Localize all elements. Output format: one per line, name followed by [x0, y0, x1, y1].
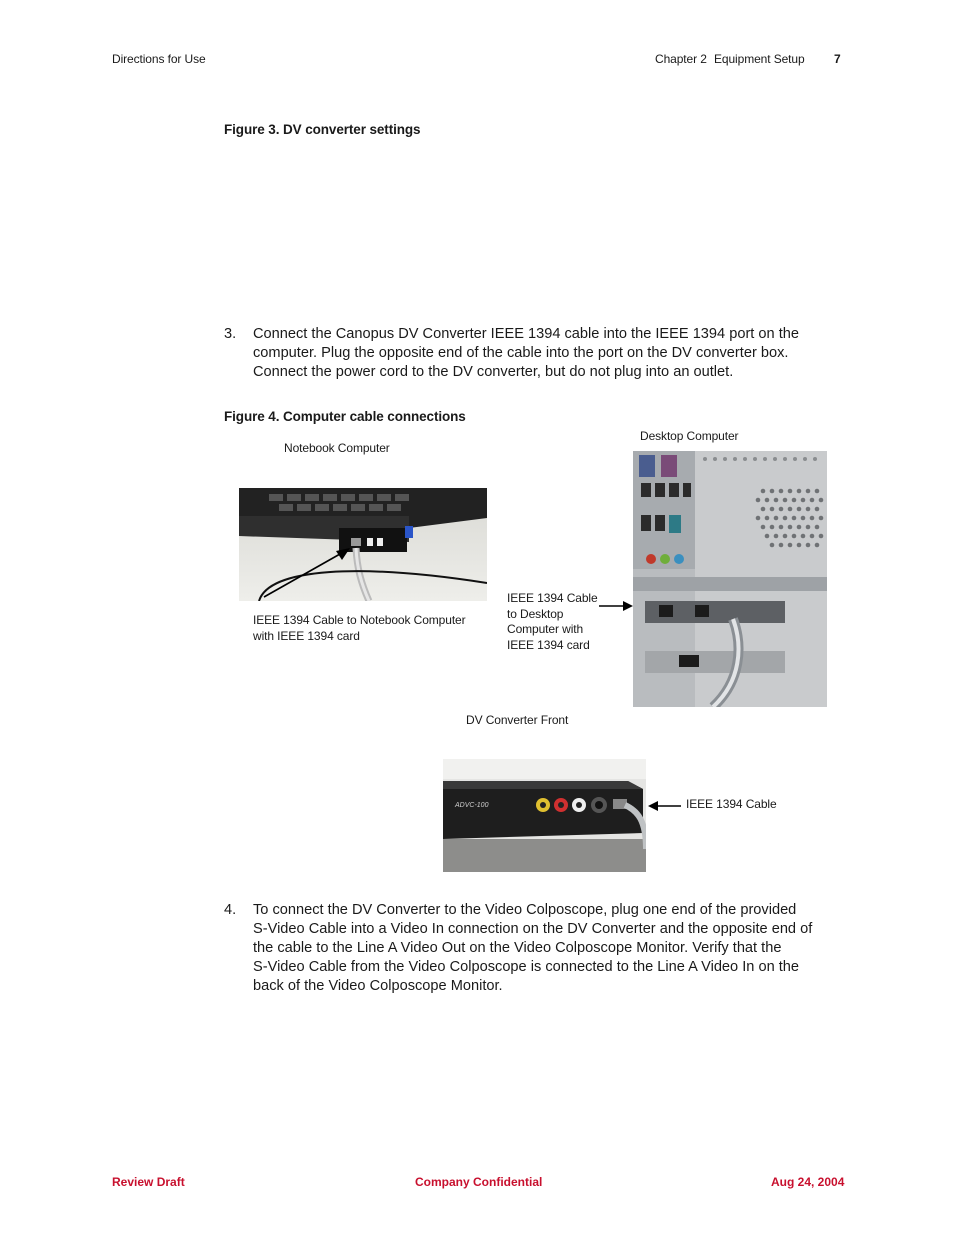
step-4-number: 4.: [224, 902, 237, 918]
running-header-chapter: Chapter 2: [655, 52, 707, 66]
footer-date: Aug 24, 2004: [771, 1175, 845, 1189]
dv-converter-title: DV Converter Front: [466, 713, 569, 727]
desktop-callout-line-3: Computer with: [507, 622, 584, 636]
desktop-callout-line-2: to Desktop: [507, 606, 564, 621]
figure-3-caption: Figure 3. DV converter settings: [224, 122, 421, 137]
step-3-line-1: Connect the Canopus DV Converter IEEE 1394 cable into the IEEE 1394 port on the: [253, 326, 799, 342]
step-3-text: [253, 325, 799, 382]
step-4: [224, 901, 844, 999]
desktop-callout-arrow: [598, 599, 634, 613]
notebook-callout-line-2: with IEEE 1394 card: [253, 628, 360, 643]
step-4-line-3: the cable to the Line A Video Out on the Video Colposcope Monitor. Verify that the: [253, 940, 782, 956]
footer-company-confidential: Company Confidential: [415, 1175, 543, 1189]
step-4-line-5: back of the Video Colposcope Monitor.: [253, 978, 503, 994]
page-number: 7: [834, 52, 841, 66]
step-3: [224, 325, 844, 385]
dv-converter-callout-arrow: [648, 799, 682, 813]
dv-converter-callout: IEEE 1394 Cable: [686, 797, 777, 811]
step-3-line-3: Connect the power cord to the DV converter, but do not plug into an outlet.: [253, 364, 734, 380]
desktop-callout-line-4: IEEE 1394 card: [507, 637, 590, 652]
desktop-callout: [507, 591, 598, 653]
notebook-callout: [253, 613, 466, 644]
step-3-line-2: computer. Plug the opposite end of the cable into the port on the DV converter box.: [253, 345, 789, 361]
notebook-computer-title: Notebook Computer: [284, 441, 390, 455]
figure-4-caption: Figure 4. Computer cable connections: [224, 409, 466, 424]
desktop-computer-photo: [633, 451, 827, 707]
desktop-computer-title: Desktop Computer: [640, 429, 739, 443]
notebook-callout-line-1: IEEE 1394 Cable to Notebook Computer: [253, 613, 466, 627]
step-3-number: 3.: [224, 326, 237, 342]
notebook-callout-arrow: [262, 545, 352, 600]
step-4-line-4: S-Video Cable from the Video Colposcope is connected to the Line A Video In on the: [253, 959, 800, 975]
step-4-text: [253, 901, 812, 996]
footer-review-draft: Review Draft: [112, 1175, 185, 1189]
step-4-line-2: S-Video Cable into a Video In connection on the DV Converter and the opposite end of: [253, 921, 813, 937]
dv-converter-model-text: ADVC-100: [455, 802, 489, 809]
desktop-callout-line-1: IEEE 1394 Cable: [507, 591, 598, 605]
running-header-section: Equipment Setup: [714, 52, 805, 66]
dv-converter-photo: [443, 759, 646, 872]
step-4-line-1: To connect the DV Converter to the Video Colposcope, plug one end of the provided: [253, 902, 797, 918]
running-header-left: Directions for Use: [112, 52, 206, 66]
